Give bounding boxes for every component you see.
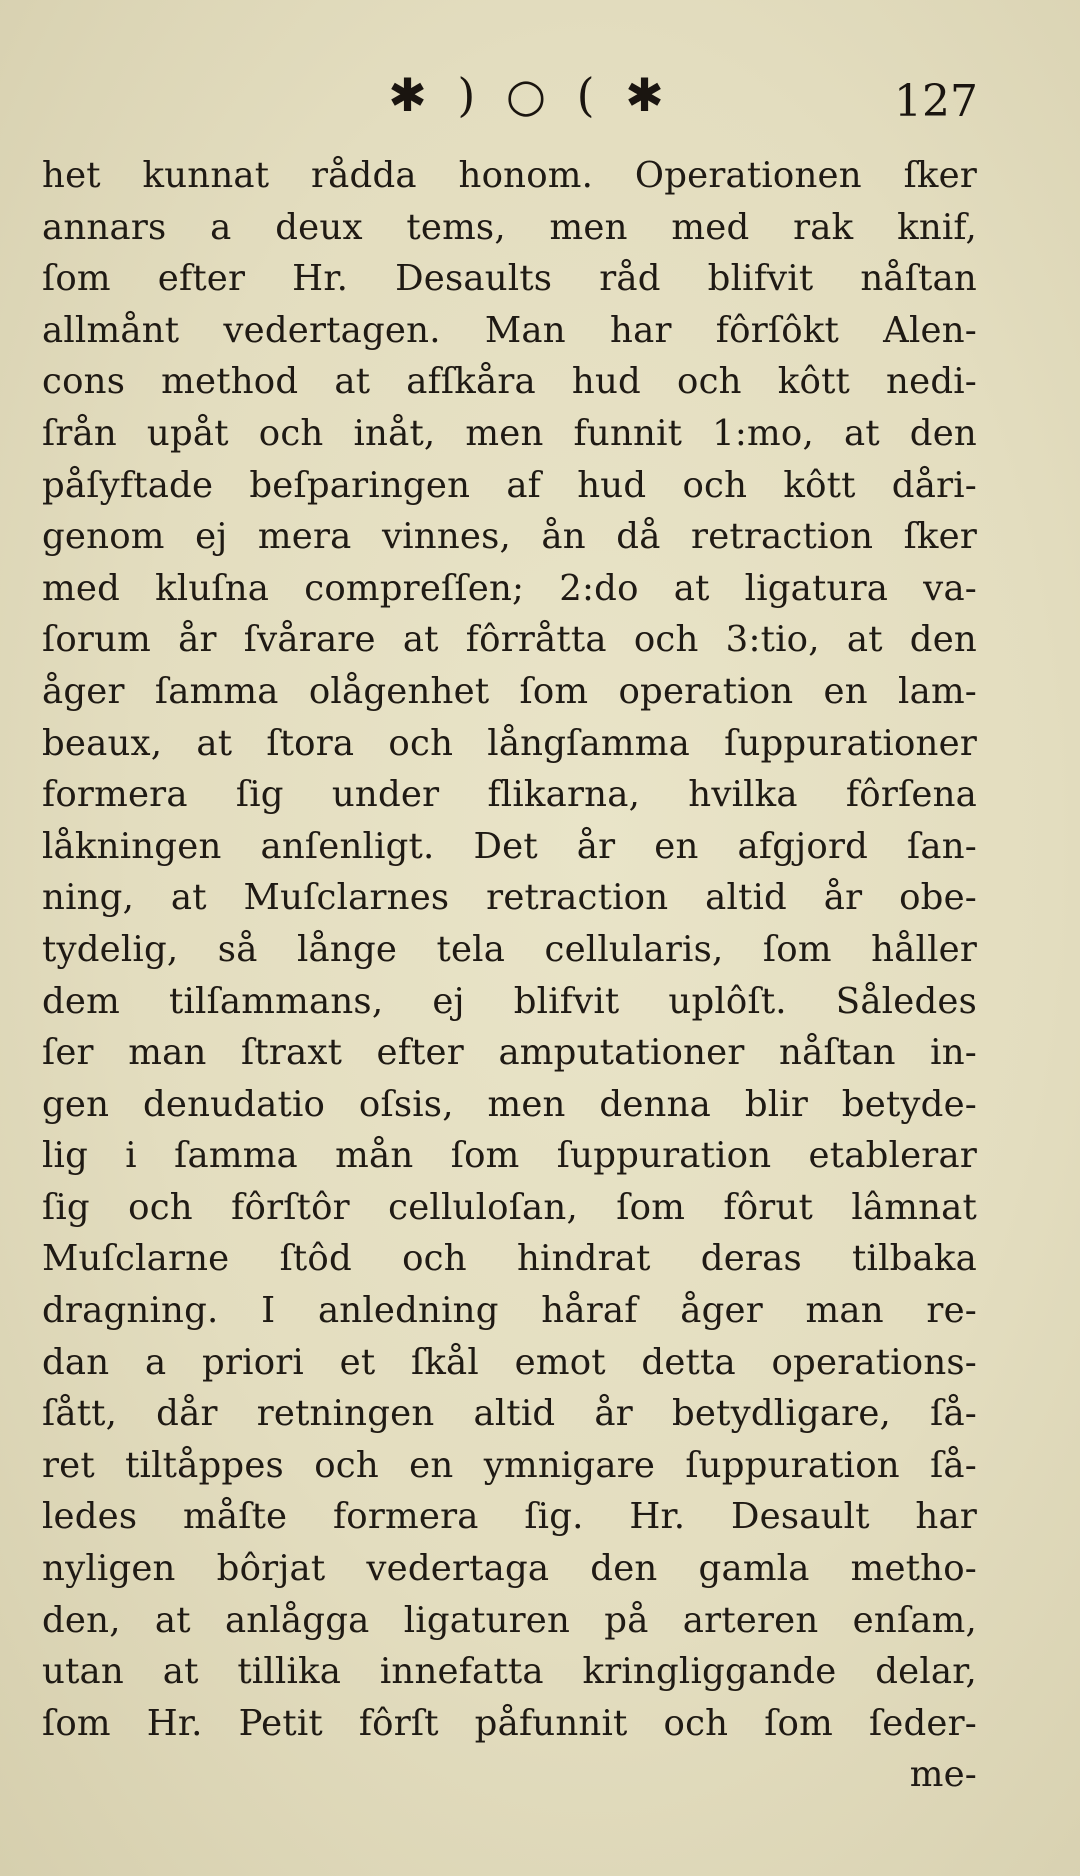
catchword: me-: [909, 1754, 977, 1796]
text-line: ſrån upåt och inåt, men funnit 1:mo, at den: [42, 412, 977, 454]
header-ornament: ✱ ) ○ ( ✱: [388, 68, 672, 122]
text-line: Muſclarne ſtôd och hindrat deras tilbaka: [42, 1238, 977, 1280]
text-line: dem tilſammans, ej blifvit uplôſt. Således: [42, 980, 977, 1022]
text-line: ſått, dår retningen altid år betydligare, ſå-: [42, 1393, 977, 1435]
text-line: ret tiltåppes och en ymnigare ſuppuration ſå-: [42, 1444, 977, 1486]
text-line: ledes måſte formera ſig. Hr. Desault har: [42, 1496, 977, 1538]
text-line: den, at anlågga ligaturen på arteren enſam,: [42, 1599, 977, 1641]
text-line: tydelig, så långe tela cellularis, ſom håller: [42, 928, 977, 970]
text-line: genom ej mera vinnes, ån då retraction ſker: [42, 516, 977, 558]
text-line: utan at tillika innefatta kringliggande delar,: [42, 1651, 977, 1693]
text-line: nyligen bôrjat vedertaga den gamla metho-: [42, 1548, 977, 1590]
text-line: dragning. I anledning håraf åger man re-: [42, 1290, 977, 1332]
text-line: cons method at afſkåra hud och kôtt nedi-: [42, 361, 977, 403]
page-header: [0, 60, 1080, 140]
text-line: med kluſna compreſſen; 2:do at ligatura va-: [42, 567, 977, 609]
text-line: låkningen anſenligt. Det år en afgjord ſan-: [42, 825, 977, 867]
text-line: allmånt vedertagen. Man har fôrſôkt Alen-: [42, 309, 977, 351]
text-line: dan a priori et ſkål emot detta operations-: [42, 1341, 977, 1383]
text-line: lig i ſamma mån ſom ſuppuration etablerar: [42, 1135, 977, 1177]
text-line: ſig och fôrſtôr celluloſan, ſom fôrut lâmnat: [42, 1186, 977, 1228]
text-line: annars a deux tems, men med rak knif,: [42, 206, 977, 248]
text-line: ſer man ſtraxt efter amputationer nåſtan in-: [42, 1032, 977, 1074]
text-line: het kunnat rådda honom. Operationen ſker: [42, 155, 977, 196]
text-line: gen denudatio oſsis, men denna blir betyde-: [42, 1083, 977, 1125]
text-line: beaux, at ſtora och långſamma ſuppurationer: [42, 722, 977, 764]
page-number: 127: [894, 76, 978, 127]
text-line: ning, at Muſclarnes retraction altid år obe-: [42, 877, 977, 919]
text-line: ſorum år ſvårare at fôrråtta och 3:tio, at den: [42, 619, 977, 661]
text-line: formera ſig under flikarna, hvilka fôrſena: [42, 774, 977, 816]
body-text: [42, 150, 977, 1801]
text-line: ſom efter Hr. Desaults råd blifvit nåſtan: [42, 258, 977, 300]
text-line: åger ſamma olågenhet ſom operation en lam-: [42, 670, 977, 712]
text-line: påſyftade beſparingen af hud och kôtt dåri-: [42, 464, 977, 506]
text-line: ſom Hr. Petit fôrſt påfunnit och ſom ſeder-: [42, 1702, 977, 1744]
